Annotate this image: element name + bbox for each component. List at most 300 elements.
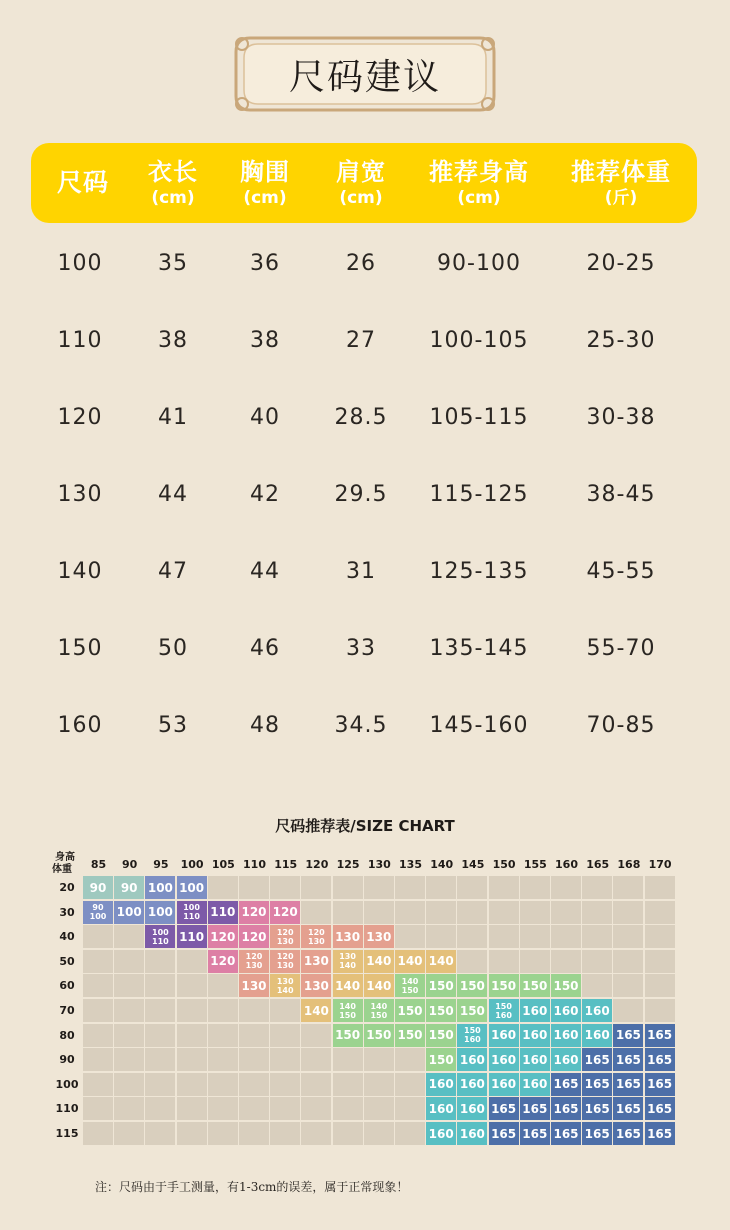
size-value: 150	[339, 1010, 356, 1020]
size-cell	[551, 1122, 581, 1145]
height-header: 160	[555, 858, 578, 871]
size-value: 120	[210, 954, 236, 969]
empty-cell	[520, 901, 550, 924]
cell-chest: 44	[250, 559, 280, 584]
cell-weight: 20-25	[586, 251, 656, 276]
size-cell	[645, 1097, 675, 1120]
size-cell	[395, 974, 425, 997]
weight-header: 40	[59, 930, 75, 944]
size-value: 130	[241, 978, 267, 993]
table-row	[0, 629, 730, 669]
size-cell	[114, 876, 144, 899]
size-cell	[364, 999, 394, 1022]
empty-cell	[364, 876, 394, 899]
empty-cell	[582, 950, 612, 973]
size-value: 150	[459, 978, 485, 993]
cell-length: 47	[158, 559, 188, 584]
size-cell	[551, 1024, 581, 1047]
size-cell	[551, 974, 581, 997]
size-value: 165	[584, 1052, 610, 1067]
empty-cell	[613, 999, 643, 1022]
size-cell	[489, 1073, 519, 1096]
weight-header: 20	[59, 881, 75, 894]
cell-weight: 45-55	[586, 559, 656, 584]
empty-cell	[613, 925, 643, 948]
size-value: 140	[370, 1001, 388, 1011]
height-header: 150	[492, 858, 516, 871]
size-value: 150	[522, 978, 548, 993]
size-value: 165	[584, 1077, 610, 1092]
size-value: 165	[584, 1126, 610, 1141]
empty-cell	[83, 1122, 113, 1145]
size-value: 100	[179, 880, 205, 895]
height-header: 130	[367, 858, 391, 871]
empty-cell	[395, 876, 425, 899]
size-value: 100	[147, 905, 173, 920]
height-header: 140	[430, 858, 454, 871]
table-row	[0, 706, 730, 746]
empty-cell	[239, 1122, 269, 1145]
size-value: 100	[147, 880, 173, 895]
cell-weight: 30-38	[586, 405, 656, 430]
size-value: 165	[553, 1077, 579, 1092]
empty-cell	[114, 974, 144, 997]
size-cell	[520, 974, 550, 997]
size-value: 150	[335, 1028, 361, 1043]
size-cell	[426, 1024, 456, 1047]
size-cell	[239, 925, 269, 948]
empty-cell	[582, 974, 612, 997]
size-value: 140	[366, 978, 392, 993]
empty-cell	[582, 876, 612, 899]
size-cell	[333, 950, 363, 973]
size-value: 160	[553, 1052, 579, 1067]
size-value: 140	[401, 976, 419, 986]
size-cell	[333, 1024, 363, 1047]
size-cell	[426, 999, 456, 1022]
cell-length: 50	[158, 636, 188, 661]
size-value: 165	[615, 1052, 641, 1067]
size-cell	[426, 974, 456, 997]
weight-header: 115	[55, 1127, 79, 1140]
size-cell	[301, 999, 331, 1022]
empty-cell	[114, 1073, 144, 1096]
cell-height: 135-145	[429, 636, 529, 661]
size-value: 110	[179, 929, 205, 944]
header-shoulder: 肩宽 (cm)	[336, 158, 386, 208]
size-value: 160	[428, 1126, 454, 1141]
size-cell	[177, 876, 207, 899]
size-value: 120	[210, 929, 236, 944]
height-header: 100	[180, 858, 204, 871]
size-cell	[333, 999, 363, 1022]
size-value: 110	[210, 905, 236, 920]
empty-cell	[333, 1048, 363, 1071]
size-cell	[520, 1122, 550, 1145]
size-value: 165	[615, 1077, 641, 1092]
cell-size: 120	[57, 405, 103, 430]
empty-cell	[114, 1024, 144, 1047]
cell-weight: 38-45	[586, 482, 656, 507]
empty-cell	[270, 1097, 300, 1120]
empty-cell	[395, 1048, 425, 1071]
size-value: 110	[152, 936, 169, 946]
cell-size: 130	[57, 482, 103, 507]
size-value: 150	[366, 1028, 392, 1043]
size-cell	[364, 1024, 394, 1047]
size-value: 165	[522, 1101, 548, 1116]
size-value: 140	[335, 978, 361, 993]
empty-cell	[551, 901, 581, 924]
size-cell	[613, 1073, 643, 1096]
empty-cell	[613, 876, 643, 899]
size-cell	[582, 999, 612, 1022]
size-value: 150	[428, 1028, 454, 1043]
empty-cell	[239, 1097, 269, 1120]
size-cell	[645, 1122, 675, 1145]
empty-cell	[395, 1122, 425, 1145]
cell-length: 44	[158, 482, 188, 507]
weight-header: 90	[59, 1053, 75, 1067]
table-row	[0, 398, 730, 438]
height-header: 155	[523, 858, 547, 871]
empty-cell	[301, 901, 331, 924]
empty-cell	[114, 950, 144, 973]
empty-cell	[301, 1048, 331, 1071]
size-value: 150	[491, 978, 517, 993]
empty-cell	[114, 925, 144, 948]
cell-height: 90-100	[437, 251, 521, 276]
empty-cell	[426, 876, 456, 899]
size-value: 160	[522, 1028, 548, 1043]
size-cell	[114, 901, 144, 924]
size-cell	[457, 974, 487, 997]
empty-cell	[582, 925, 612, 948]
size-value: 120	[272, 905, 298, 920]
size-value: 140	[339, 1001, 356, 1011]
header-chest: 胸围 (cm)	[240, 158, 290, 208]
size-value: 120	[308, 927, 325, 937]
empty-cell	[83, 974, 113, 997]
empty-cell	[83, 1024, 113, 1047]
size-value: 100	[116, 905, 142, 920]
size-cell	[83, 876, 113, 899]
empty-cell	[395, 925, 425, 948]
empty-cell	[613, 901, 643, 924]
cell-size: 100	[57, 251, 103, 276]
size-cell	[457, 1097, 487, 1120]
cell-shoulder: 33	[346, 636, 376, 661]
weight-header: 30	[59, 905, 75, 919]
height-header: 85	[90, 858, 107, 871]
empty-cell	[177, 950, 207, 973]
size-value: 90	[120, 880, 138, 895]
size-cell	[457, 1048, 487, 1071]
size-value: 165	[647, 1101, 673, 1116]
size-cell	[489, 999, 519, 1022]
empty-cell	[457, 901, 487, 924]
size-value: 130	[245, 961, 263, 971]
cell-size: 160	[57, 713, 103, 738]
size-value: 160	[495, 1010, 512, 1020]
header-height: 推荐身高 (cm)	[429, 158, 529, 208]
size-cell	[489, 1024, 519, 1047]
empty-cell	[364, 1048, 394, 1071]
empty-cell	[301, 1024, 331, 1047]
size-cell	[457, 999, 487, 1022]
empty-cell	[582, 901, 612, 924]
size-cell	[239, 974, 269, 997]
cell-length: 53	[158, 713, 188, 738]
height-header: 165	[586, 858, 610, 871]
empty-cell	[551, 950, 581, 973]
height-header: 145	[461, 858, 485, 871]
size-value: 150	[397, 1028, 423, 1043]
size-cell	[582, 1073, 612, 1096]
empty-cell	[395, 901, 425, 924]
size-value: 130	[303, 954, 329, 969]
size-value: 150	[428, 1052, 454, 1067]
size-value: 150	[464, 1026, 481, 1036]
cell-weight: 55-70	[586, 636, 656, 661]
size-cell	[239, 901, 269, 924]
height-header: 170	[648, 858, 672, 871]
empty-cell	[457, 876, 487, 899]
empty-cell	[145, 1097, 175, 1120]
weight-header: 110	[55, 1102, 79, 1116]
size-value: 160	[553, 1003, 579, 1018]
size-value: 140	[366, 954, 392, 969]
empty-cell	[645, 950, 675, 973]
cell-shoulder: 29.5	[334, 482, 388, 507]
size-value: 130	[276, 961, 294, 971]
size-value: 165	[553, 1101, 579, 1116]
size-value: 100	[89, 912, 107, 922]
empty-cell	[270, 1073, 300, 1096]
empty-cell	[208, 876, 238, 899]
cell-shoulder: 28.5	[334, 405, 388, 430]
table-row	[0, 475, 730, 515]
empty-cell	[551, 925, 581, 948]
size-value: 140	[397, 954, 423, 969]
empty-cell	[364, 901, 394, 924]
size-value: 165	[491, 1126, 517, 1141]
size-cell	[395, 999, 425, 1022]
empty-cell	[270, 876, 300, 899]
size-cell	[551, 1097, 581, 1120]
weight-header: 100	[55, 1077, 79, 1091]
size-value: 140	[276, 985, 294, 995]
size-cell	[177, 925, 207, 948]
size-value: 160	[491, 1052, 517, 1067]
empty-cell	[145, 950, 175, 973]
cell-length: 41	[158, 405, 188, 430]
empty-cell	[270, 1024, 300, 1047]
size-value: 120	[241, 929, 267, 944]
size-value: 150	[428, 1003, 454, 1018]
size-cell	[457, 1024, 487, 1047]
cell-shoulder: 34.5	[334, 713, 388, 738]
size-cell	[520, 1073, 550, 1096]
empty-cell	[208, 1073, 238, 1096]
empty-cell	[645, 901, 675, 924]
cell-height: 125-135	[429, 559, 529, 584]
size-value: 130	[308, 936, 325, 946]
cell-length: 38	[158, 328, 188, 353]
cell-size: 110	[57, 328, 103, 353]
empty-cell	[551, 876, 581, 899]
cell-shoulder: 31	[346, 559, 376, 584]
weight-header: 80	[59, 1028, 75, 1042]
empty-cell	[177, 1024, 207, 1047]
size-value: 165	[615, 1126, 641, 1141]
empty-cell	[426, 925, 456, 948]
footnote: 注：尺码由于手工测量，有1-3cm的误差，属于正常现象！	[95, 1180, 409, 1194]
cell-height: 115-125	[429, 482, 529, 507]
cell-length: 35	[158, 251, 188, 276]
size-value: 150	[428, 978, 454, 993]
empty-cell	[457, 950, 487, 973]
empty-cell	[83, 1048, 113, 1071]
size-cell	[301, 925, 331, 948]
cell-shoulder: 26	[346, 251, 376, 276]
empty-cell	[520, 925, 550, 948]
empty-cell	[364, 1122, 394, 1145]
empty-cell	[301, 876, 331, 899]
cell-weight: 25-30	[586, 328, 656, 353]
empty-cell	[364, 1097, 394, 1120]
empty-cell	[613, 950, 643, 973]
size-value: 160	[428, 1077, 454, 1092]
empty-cell	[145, 1024, 175, 1047]
empty-cell	[239, 876, 269, 899]
empty-cell	[83, 950, 113, 973]
empty-cell	[83, 999, 113, 1022]
cell-height: 145-160	[429, 713, 529, 738]
size-value: 90	[89, 880, 107, 895]
empty-cell	[208, 1048, 238, 1071]
cell-weight: 70-85	[586, 713, 656, 738]
size-value: 140	[339, 961, 356, 971]
empty-cell	[333, 1073, 363, 1096]
size-value: 110	[183, 912, 200, 922]
weight-header: 70	[59, 1004, 75, 1017]
empty-cell	[83, 1097, 113, 1120]
size-value: 120	[276, 927, 294, 937]
size-cell	[145, 901, 175, 924]
size-cell	[270, 925, 300, 948]
empty-cell	[208, 1097, 238, 1120]
table-header	[31, 143, 697, 223]
size-cell	[426, 1073, 456, 1096]
size-cell	[364, 925, 394, 948]
size-value: 160	[522, 1003, 548, 1018]
size-value: 165	[491, 1101, 517, 1116]
empty-cell	[177, 1122, 207, 1145]
weight-header: 50	[59, 954, 75, 968]
height-header: 135	[399, 858, 422, 871]
cell-size: 140	[57, 559, 103, 584]
cell-shoulder: 27	[346, 328, 376, 353]
size-cell	[208, 925, 238, 948]
size-cell	[333, 974, 363, 997]
size-cell	[83, 901, 113, 924]
height-header: 95	[153, 858, 169, 871]
size-cell	[426, 1048, 456, 1071]
empty-cell	[489, 925, 519, 948]
empty-cell	[145, 999, 175, 1022]
cell-chest: 48	[250, 713, 280, 738]
size-cell	[613, 1122, 643, 1145]
size-value: 130	[276, 976, 294, 986]
size-value: 140	[303, 1003, 329, 1018]
size-cell	[457, 1122, 487, 1145]
size-cell	[582, 1122, 612, 1145]
size-cell	[613, 1024, 643, 1047]
header-length: 衣长 (cm)	[148, 158, 198, 208]
size-cell	[520, 1024, 550, 1047]
empty-cell	[520, 950, 550, 973]
empty-cell	[333, 1097, 363, 1120]
weight-header: 60	[59, 979, 75, 993]
empty-cell	[114, 1048, 144, 1071]
size-value: 150	[553, 978, 579, 993]
empty-cell	[520, 876, 550, 899]
size-value: 165	[647, 1077, 673, 1092]
empty-cell	[239, 1048, 269, 1071]
empty-cell	[177, 999, 207, 1022]
height-header: 115	[274, 858, 298, 871]
empty-cell	[114, 1097, 144, 1120]
empty-cell	[613, 974, 643, 997]
height-header: 110	[243, 858, 266, 871]
empty-cell	[145, 1073, 175, 1096]
size-value: 150	[370, 1010, 388, 1020]
empty-cell	[83, 1073, 113, 1096]
empty-cell	[426, 901, 456, 924]
size-value: 165	[615, 1028, 641, 1043]
empty-cell	[645, 999, 675, 1022]
size-value: 130	[335, 929, 361, 944]
empty-cell	[145, 974, 175, 997]
size-cell	[426, 950, 456, 973]
size-cell	[613, 1048, 643, 1071]
size-value: 90	[92, 903, 104, 913]
size-cell	[520, 1048, 550, 1071]
empty-cell	[395, 1073, 425, 1096]
size-cell	[426, 1122, 456, 1145]
empty-cell	[208, 974, 238, 997]
header-weight: 推荐体重 (斤)	[571, 158, 671, 208]
size-value: 160	[459, 1077, 485, 1092]
size-cell	[489, 1122, 519, 1145]
size-cell	[551, 1048, 581, 1071]
empty-cell	[645, 925, 675, 948]
empty-cell	[489, 901, 519, 924]
empty-cell	[177, 1048, 207, 1071]
cell-chest: 46	[250, 636, 280, 661]
empty-cell	[208, 999, 238, 1022]
size-value: 160	[459, 1101, 485, 1116]
size-value: 165	[615, 1101, 641, 1116]
height-header: 120	[305, 858, 329, 871]
empty-cell	[301, 1073, 331, 1096]
empty-cell	[239, 1073, 269, 1096]
size-cell	[301, 974, 331, 997]
header-size: 尺码	[56, 168, 110, 197]
empty-cell	[333, 1122, 363, 1145]
empty-cell	[83, 925, 113, 948]
